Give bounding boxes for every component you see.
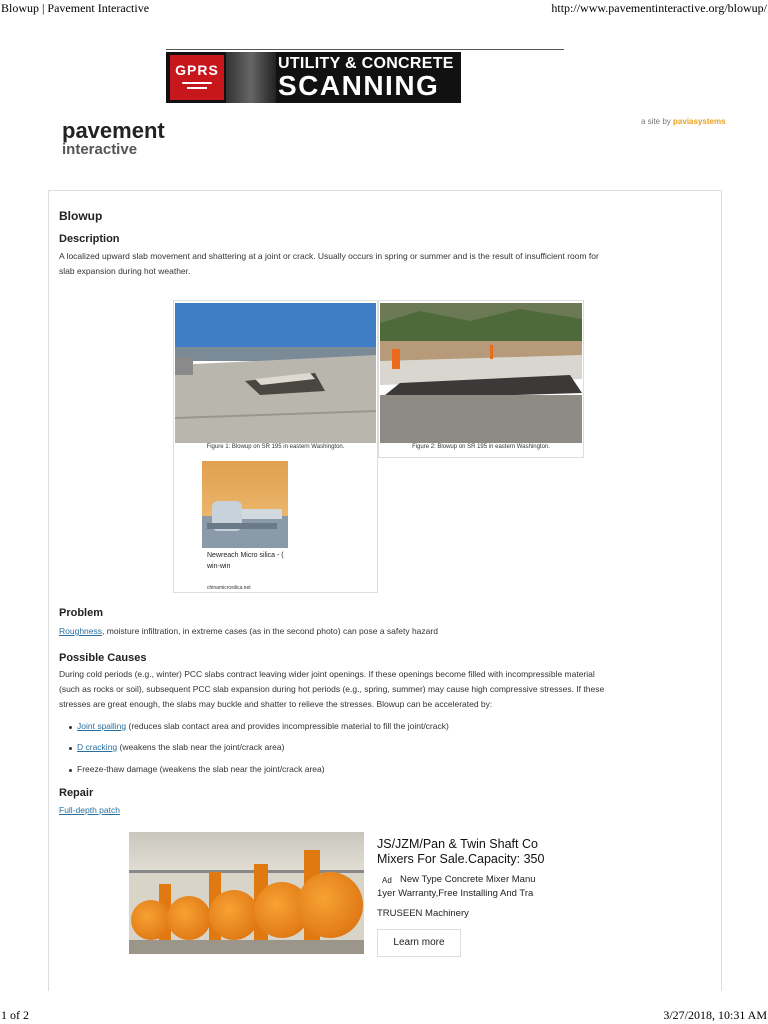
mixer-ad-text-1[interactable]: New Type Concrete Mixer Manu bbox=[400, 874, 536, 885]
repair-text bbox=[59, 803, 120, 818]
figure-1-caption: Figure 1: Blowup on SR 195 in eastern Washington. bbox=[206, 444, 345, 450]
joint-spalling-link[interactable]: Joint spalling bbox=[77, 721, 127, 731]
problem-description: , moisture infiltration, in extreme cases (as in the second photo) can pose a safety hazard bbox=[102, 626, 438, 636]
banner-line1: UTILITY & CONCRETE bbox=[278, 55, 454, 72]
logo-pavement[interactable]: pavement bbox=[62, 118, 165, 143]
causes-line1: During cold periods (e.g., winter) PCC slabs contract leaving wider joint openings. If these openings become filled with incompressible material bbox=[59, 669, 595, 679]
description-line2: slab expansion during hot weather. bbox=[59, 266, 191, 276]
figure-1-photo bbox=[175, 303, 376, 443]
inline-ad-image[interactable] bbox=[202, 461, 288, 548]
logo-interactive[interactable]: interactive bbox=[62, 141, 138, 158]
print-footer-datetime: 3/27/2018, 10:31 AM bbox=[663, 1008, 767, 1022]
inline-ad[interactable] bbox=[173, 458, 378, 593]
description-line1: A localized upward slab movement and shattering at a joint or crack. Usually occurs in spring or summer and is the result of insufficient room for bbox=[59, 251, 599, 261]
problem-text bbox=[59, 624, 438, 639]
bullet-dot bbox=[69, 726, 72, 729]
figure-2-photo bbox=[380, 303, 582, 443]
problem-heading: Problem bbox=[59, 607, 104, 619]
print-header-title: Blowup | Pavement Interactive bbox=[1, 1, 150, 15]
roughness-link[interactable]: Roughness bbox=[59, 626, 103, 636]
bullet-1 bbox=[77, 719, 449, 734]
inline-ad-title-2[interactable]: win-win bbox=[207, 563, 231, 570]
mixer-ad-title-1[interactable]: JS/JZM/Pan & Twin Shaft Co bbox=[377, 837, 538, 851]
causes-line3: stresses are great enough, the slabs may buckle and shatter to relieve the stresses. Blowup can be accelerated by: bbox=[59, 699, 493, 709]
figure-1 bbox=[173, 300, 378, 460]
bullet-3: Freeze-thaw damage (weakens the slab near the joint/crack area) bbox=[77, 764, 325, 774]
bullet-1-text: (reduces slab contact area and provides incompressible material to fill the joint/crack) bbox=[126, 721, 449, 731]
repair-heading: Repair bbox=[59, 787, 94, 799]
site-by[interactable] bbox=[641, 117, 726, 126]
mixer-ad-text-2[interactable]: 1yer Warranty,Free Installing And Tra bbox=[377, 888, 534, 899]
ad-badge: Ad bbox=[382, 876, 392, 885]
d-cracking-link[interactable]: D cracking bbox=[77, 742, 118, 752]
figure-2 bbox=[378, 300, 584, 458]
mixer-ad-image[interactable] bbox=[129, 832, 364, 954]
mixer-ad-title-2[interactable]: Mixers For Sale.Capacity: 350 bbox=[377, 852, 545, 866]
description-heading: Description bbox=[59, 233, 120, 245]
causes-line2: (such as rocks or soil), subsequent PCC slab expansion during hot periods (e.g., spring, summer) may cause high compressive stresses. If these bbox=[59, 684, 605, 694]
inline-ad-domain[interactable]: chinamicrosilica.net bbox=[207, 585, 251, 591]
bullet-dot bbox=[69, 747, 72, 750]
full-depth-patch-link[interactable]: Full-depth patch bbox=[59, 805, 120, 815]
page-title: Blowup bbox=[59, 209, 103, 223]
site-by-prefix: a site by bbox=[641, 117, 671, 126]
bullet-2 bbox=[77, 740, 284, 755]
bullet-dot bbox=[69, 769, 72, 772]
figure-2-caption: Figure 2: Blowup on SR 195 in eastern Washington. bbox=[412, 444, 550, 450]
print-header-url: http://www.pavementinteractive.org/blowup/ bbox=[551, 1, 767, 15]
paviasystems-link[interactable]: paviasystems bbox=[673, 117, 726, 126]
mixer-ad-advertiser[interactable]: TRUSEEN Machinery bbox=[377, 908, 469, 919]
banner-divider bbox=[166, 49, 564, 50]
causes-heading: Possible Causes bbox=[59, 652, 147, 664]
gprs-logo bbox=[170, 55, 224, 100]
banner-texture bbox=[226, 52, 276, 103]
bullet-2-text: (weakens the slab near the joint/crack area) bbox=[117, 742, 285, 752]
gprs-brand: GPRS bbox=[175, 62, 219, 78]
inline-ad-title-1[interactable]: Newreach Micro silica - ( bbox=[207, 552, 284, 559]
learn-more-button[interactable]: Learn more bbox=[377, 929, 461, 957]
banner-line2: SCANNING bbox=[278, 70, 440, 101]
print-footer-page: 1 of 2 bbox=[1, 1008, 29, 1022]
gprs-banner-ad[interactable] bbox=[166, 52, 461, 103]
